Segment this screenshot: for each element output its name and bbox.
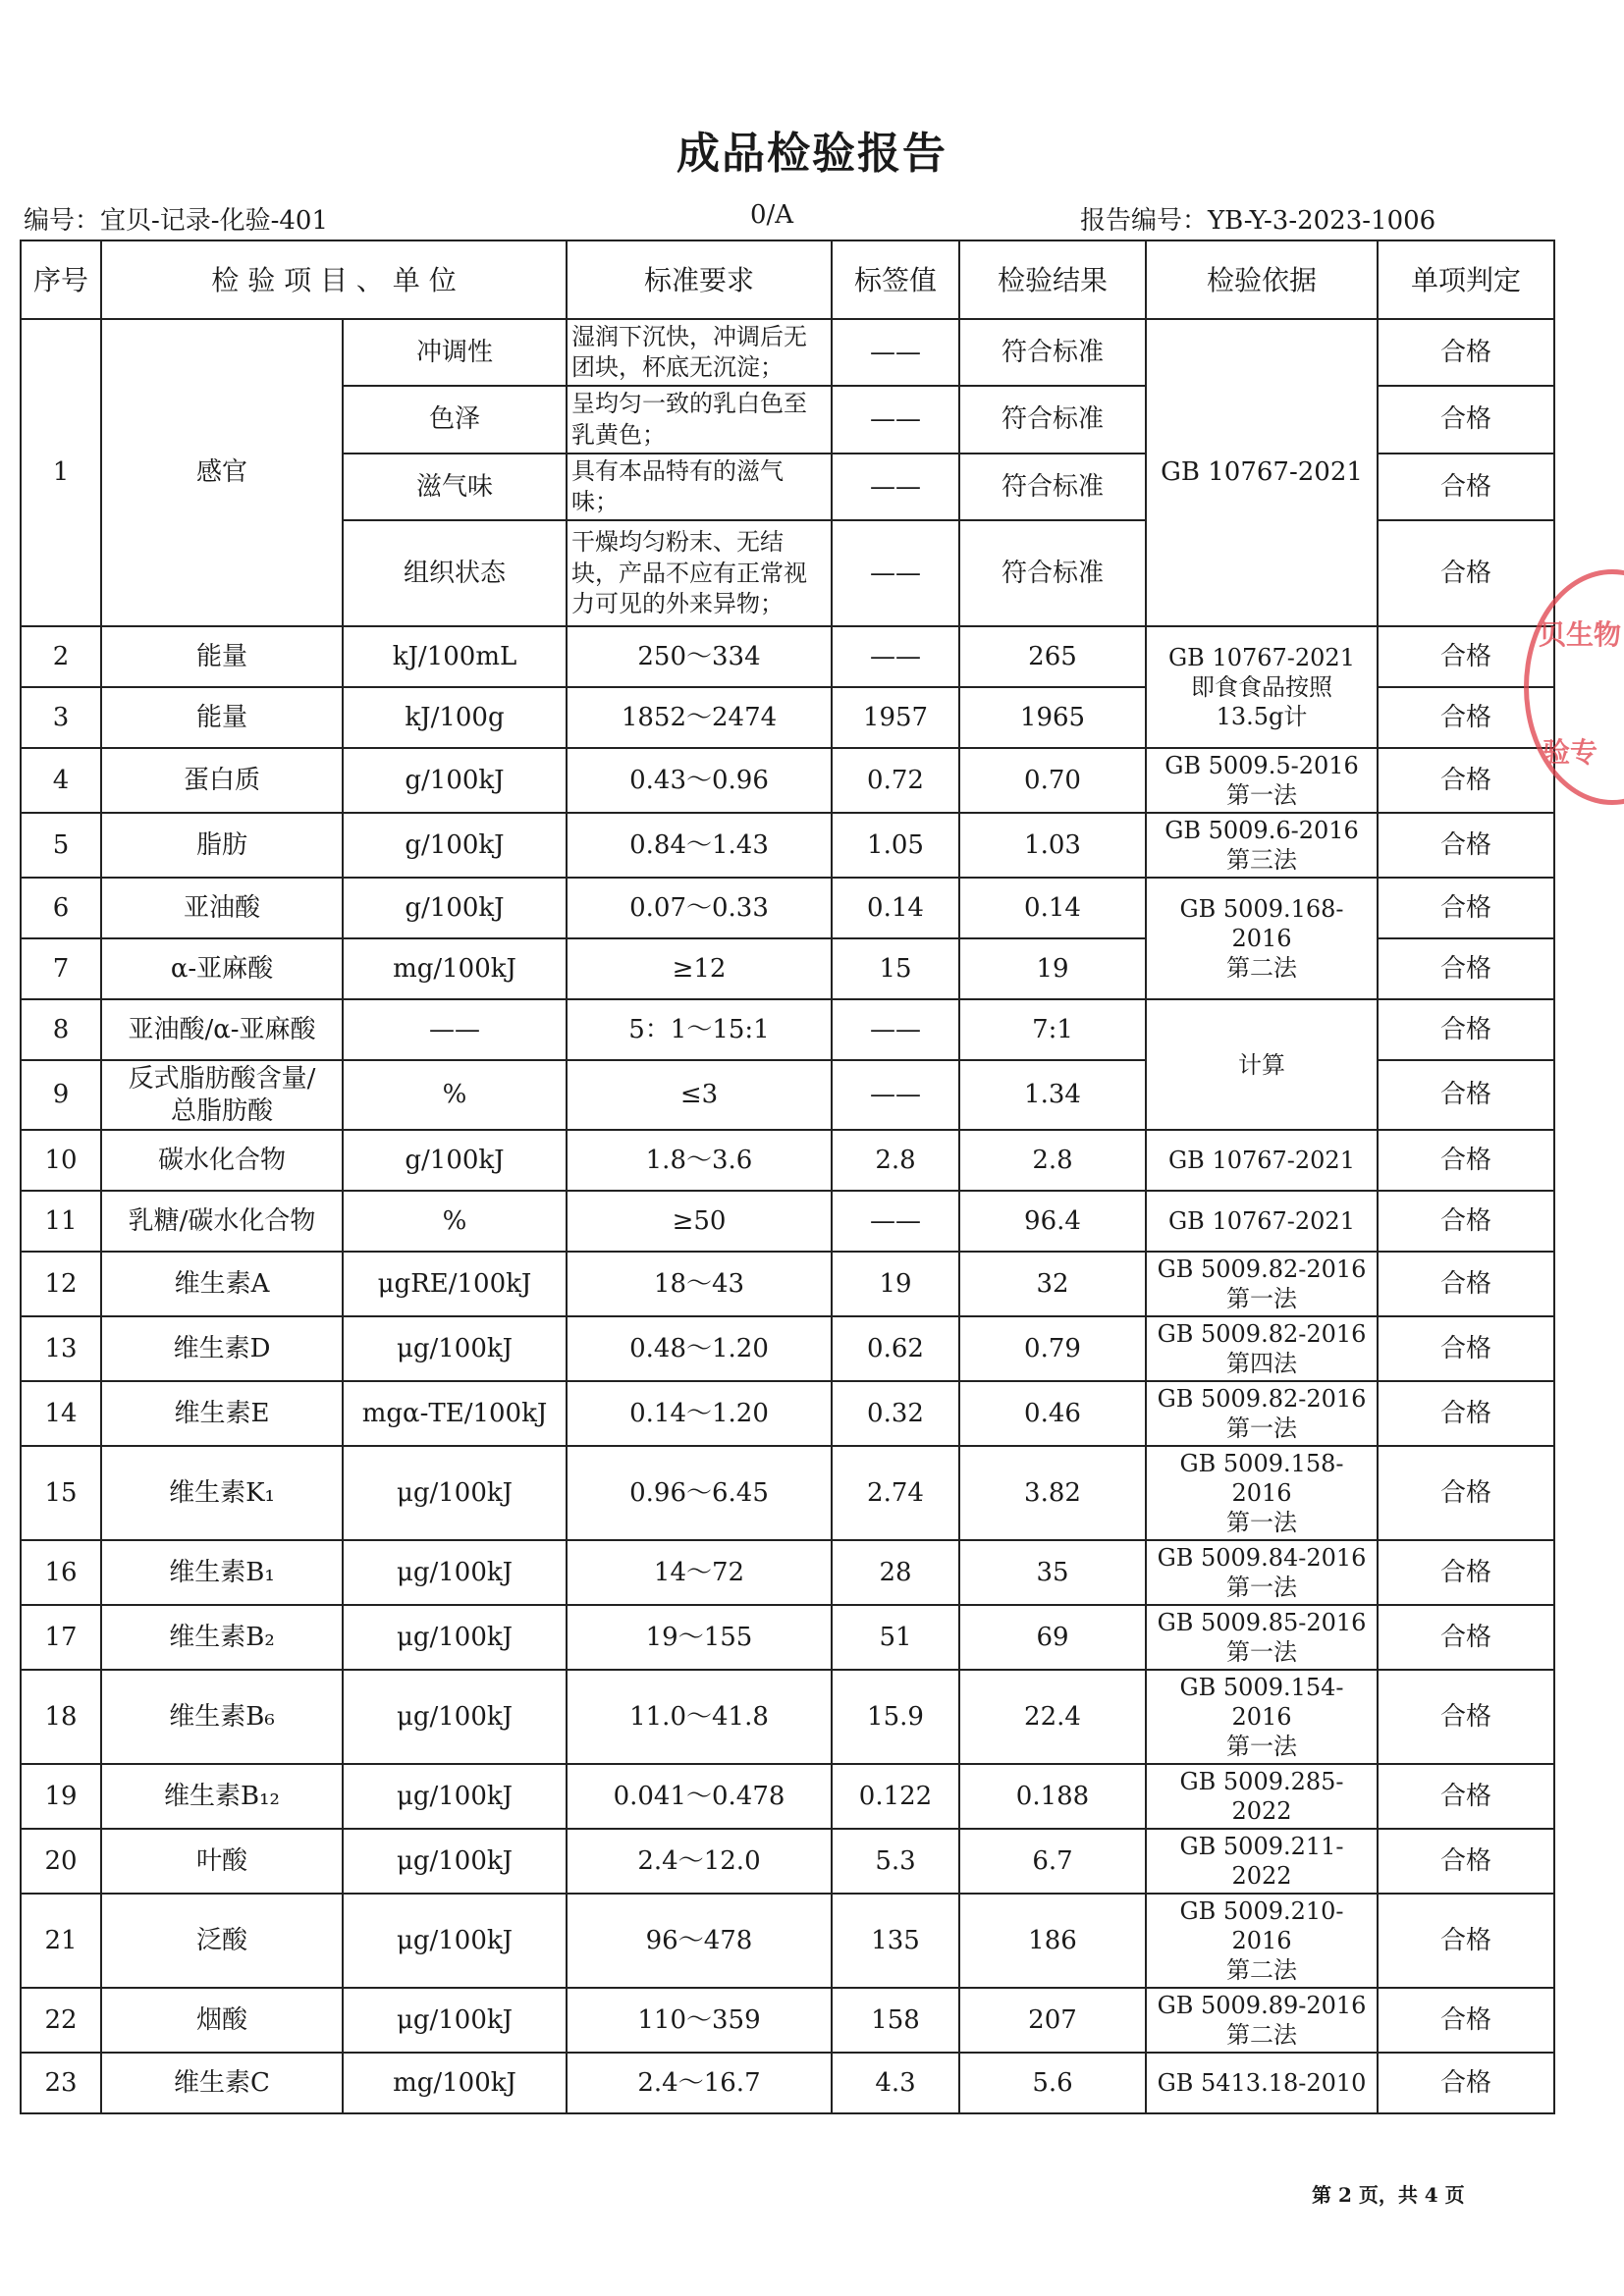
table-row — [21, 999, 1554, 1060]
result-cell: 22.4 — [959, 1670, 1146, 1764]
standard-cell: 0.041～0.478 — [567, 1764, 832, 1829]
unit-cell: % — [343, 1191, 567, 1252]
unit-cell: mg/100kJ — [343, 938, 567, 999]
seq-cell: 14 — [21, 1381, 101, 1446]
standard-cell: 250～334 — [567, 626, 832, 687]
seq-cell: 22 — [21, 1988, 101, 2053]
unit-cell: g/100kJ — [343, 878, 567, 938]
unit-cell: mg/100kJ — [343, 2053, 567, 2113]
unit-cell: mgα-TE/100kJ — [343, 1381, 567, 1446]
judgment-cell: 合格 — [1378, 319, 1554, 386]
basis-cell: GB 5009.85-2016 第一法 — [1146, 1605, 1378, 1670]
item-cell: 亚油酸/α-亚麻酸 — [101, 999, 343, 1060]
item-cell: 感官 — [101, 319, 343, 626]
standard-cell: 湿润下沉快，冲调后无团块，杯底无沉淀； — [567, 319, 832, 386]
standard-cell: 14～72 — [567, 1540, 832, 1605]
unit-cell: g/100kJ — [343, 1130, 567, 1191]
label-cell: 51 — [832, 1605, 959, 1670]
label-cell: 5.3 — [832, 1829, 959, 1894]
seq-cell: 23 — [21, 2053, 101, 2113]
label-cell: 0.32 — [832, 1381, 959, 1446]
result-cell: 0.70 — [959, 748, 1146, 813]
label-cell: —— — [832, 626, 959, 687]
unit-cell: g/100kJ — [343, 748, 567, 813]
subitem-cell: 组织状态 — [343, 520, 567, 626]
judgment-cell: 合格 — [1378, 626, 1554, 687]
table-row — [21, 1605, 1554, 1670]
standard-cell: 5：1～15:1 — [567, 999, 832, 1060]
label-cell: —— — [832, 520, 959, 626]
page-number: 第 2 页，共 4 页 — [1312, 2183, 1465, 2207]
header-basis: 检验依据 — [1146, 240, 1378, 319]
result-cell: 19 — [959, 938, 1146, 999]
seq-cell: 4 — [21, 748, 101, 813]
seq-cell: 15 — [21, 1446, 101, 1540]
result-cell: 3.82 — [959, 1446, 1146, 1540]
standard-cell: 2.4～12.0 — [567, 1829, 832, 1894]
table-row — [21, 1540, 1554, 1605]
basis-cell: GB 10767-2021 — [1146, 1191, 1378, 1252]
standard-cell: 0.96～6.45 — [567, 1446, 832, 1540]
result-cell: 0.14 — [959, 878, 1146, 938]
result-cell: 符合标准 — [959, 319, 1146, 386]
item-cell: 泛酸 — [101, 1894, 343, 1988]
record-number: 编号：宜贝-记录-化验-401 — [24, 206, 328, 236]
item-cell: 脂肪 — [101, 813, 343, 878]
judgment-cell: 合格 — [1378, 454, 1554, 520]
stamp-text-bottom: 验专 — [1543, 736, 1598, 769]
result-cell: 符合标准 — [959, 386, 1146, 453]
seq-cell: 17 — [21, 1605, 101, 1670]
seq-cell: 5 — [21, 813, 101, 878]
basis-cell: GB 5009.82-2016 第一法 — [1146, 1252, 1378, 1316]
unit-cell: μg/100kJ — [343, 1829, 567, 1894]
table-row — [21, 813, 1554, 878]
header-judgment: 单项判定 — [1378, 240, 1554, 319]
label-cell: 2.74 — [832, 1446, 959, 1540]
label-cell: 0.122 — [832, 1764, 959, 1829]
standard-cell: 1852～2474 — [567, 687, 832, 748]
standard-cell: ≤3 — [567, 1060, 832, 1130]
item-cell: 维生素B₂ — [101, 1605, 343, 1670]
basis-cell: GB 10767-2021 — [1146, 1130, 1378, 1191]
result-cell: 0.46 — [959, 1381, 1146, 1446]
table-row — [21, 1446, 1554, 1540]
table-row — [21, 1252, 1554, 1316]
judgment-cell: 合格 — [1378, 1191, 1554, 1252]
basis-cell: GB 5009.82-2016 第四法 — [1146, 1316, 1378, 1381]
basis-cell: GB 5009.154-2016 第一法 — [1146, 1670, 1378, 1764]
version: 0/A — [750, 200, 794, 230]
label-cell: 1957 — [832, 687, 959, 748]
standard-cell: 0.43～0.96 — [567, 748, 832, 813]
standard-cell: 110～359 — [567, 1988, 832, 2053]
item-cell: 反式脂肪酸含量/ 总脂肪酸 — [101, 1060, 343, 1130]
basis-cell: GB 5009.285-2022 — [1146, 1764, 1378, 1829]
label-cell: 0.72 — [832, 748, 959, 813]
result-cell: 符合标准 — [959, 454, 1146, 520]
judgment-cell: 合格 — [1378, 1605, 1554, 1670]
judgment-cell: 合格 — [1378, 1446, 1554, 1540]
label-cell: 0.14 — [832, 878, 959, 938]
label-cell: —— — [832, 1060, 959, 1130]
result-cell: 1.03 — [959, 813, 1146, 878]
standard-cell: 19～155 — [567, 1605, 832, 1670]
unit-cell: kJ/100mL — [343, 626, 567, 687]
result-cell: 0.79 — [959, 1316, 1146, 1381]
item-cell: 维生素E — [101, 1381, 343, 1446]
subitem-cell: 色泽 — [343, 386, 567, 453]
subitem-cell: 冲调性 — [343, 319, 567, 386]
table-header-row — [21, 240, 1554, 319]
item-cell: 能量 — [101, 687, 343, 748]
judgment-cell: 合格 — [1378, 813, 1554, 878]
standard-cell: ≥50 — [567, 1191, 832, 1252]
standard-cell: 呈均匀一致的乳白色至乳黄色； — [567, 386, 832, 453]
standard-cell: 0.48～1.20 — [567, 1316, 832, 1381]
item-cell: 维生素A — [101, 1252, 343, 1316]
table-row — [21, 1670, 1554, 1764]
judgment-cell: 合格 — [1378, 1252, 1554, 1316]
judgment-cell: 合格 — [1378, 1988, 1554, 2053]
table-row — [21, 1988, 1554, 2053]
judgment-cell: 合格 — [1378, 1670, 1554, 1764]
unit-cell: μg/100kJ — [343, 1894, 567, 1988]
basis-cell: GB 5009.168-2016 第二法 — [1146, 878, 1378, 999]
judgment-cell: 合格 — [1378, 999, 1554, 1060]
basis-cell: GB 5009.84-2016 第一法 — [1146, 1540, 1378, 1605]
result-cell: 5.6 — [959, 2053, 1146, 2113]
report-title: 成品检验报告 — [677, 129, 947, 179]
item-cell: 蛋白质 — [101, 748, 343, 813]
item-cell: 能量 — [101, 626, 343, 687]
result-cell: 35 — [959, 1540, 1146, 1605]
label-cell: 1.05 — [832, 813, 959, 878]
item-cell: 烟酸 — [101, 1988, 343, 2053]
seq-cell: 3 — [21, 687, 101, 748]
label-cell: —— — [832, 999, 959, 1060]
judgment-cell: 合格 — [1378, 748, 1554, 813]
unit-cell: —— — [343, 999, 567, 1060]
unit-cell: μg/100kJ — [343, 1540, 567, 1605]
stamp-text-top: 贝生物 — [1539, 618, 1622, 651]
basis-cell: GB 5009.211-2022 — [1146, 1829, 1378, 1894]
basis-cell: GB 5009.158-2016 第一法 — [1146, 1446, 1378, 1540]
label-cell: —— — [832, 1191, 959, 1252]
label-cell: 158 — [832, 1988, 959, 2053]
seq-cell: 10 — [21, 1130, 101, 1191]
item-cell: 叶酸 — [101, 1829, 343, 1894]
table-row — [21, 1894, 1554, 1988]
label-cell: 2.8 — [832, 1130, 959, 1191]
table-row — [21, 1316, 1554, 1381]
basis-cell: GB 5009.6-2016 第三法 — [1146, 813, 1378, 878]
judgment-cell: 合格 — [1378, 1316, 1554, 1381]
table-row — [21, 626, 1554, 687]
judgment-cell: 合格 — [1378, 1381, 1554, 1446]
table-row — [21, 1191, 1554, 1252]
standard-cell: 1.8～3.6 — [567, 1130, 832, 1191]
result-cell: 186 — [959, 1894, 1146, 1988]
label-cell: —— — [832, 319, 959, 386]
table-row — [21, 2053, 1554, 2113]
standard-cell: 2.4～16.7 — [567, 2053, 832, 2113]
judgment-cell: 合格 — [1378, 386, 1554, 453]
report-meta — [24, 200, 1555, 240]
item-cell: α-亚麻酸 — [101, 938, 343, 999]
seq-cell: 18 — [21, 1670, 101, 1764]
table-row — [21, 748, 1554, 813]
item-cell: 亚油酸 — [101, 878, 343, 938]
header-result: 检验结果 — [959, 240, 1146, 319]
result-cell: 32 — [959, 1252, 1146, 1316]
seq-cell: 8 — [21, 999, 101, 1060]
result-cell: 0.188 — [959, 1764, 1146, 1829]
basis-cell: GB 5413.18-2010 — [1146, 2053, 1378, 2113]
standard-cell: 0.84～1.43 — [567, 813, 832, 878]
judgment-cell: 合格 — [1378, 1540, 1554, 1605]
unit-cell: μg/100kJ — [343, 1988, 567, 2053]
unit-cell: g/100kJ — [343, 813, 567, 878]
result-cell: 207 — [959, 1988, 1146, 2053]
unit-cell: kJ/100g — [343, 687, 567, 748]
judgment-cell: 合格 — [1378, 1060, 1554, 1130]
judgment-cell: 合格 — [1378, 2053, 1554, 2113]
seq-cell: 2 — [21, 626, 101, 687]
seq-cell: 11 — [21, 1191, 101, 1252]
standard-cell: 干燥均匀粉末、无结块，产品不应有正常视力可见的外来异物； — [567, 520, 832, 626]
unit-cell: μg/100kJ — [343, 1764, 567, 1829]
unit-cell: μgRE/100kJ — [343, 1252, 567, 1316]
item-cell: 维生素C — [101, 2053, 343, 2113]
basis-cell: 计算 — [1146, 999, 1378, 1130]
judgment-cell: 合格 — [1378, 878, 1554, 938]
unit-cell: % — [343, 1060, 567, 1130]
standard-cell: ≥12 — [567, 938, 832, 999]
result-cell: 265 — [959, 626, 1146, 687]
seq-cell: 19 — [21, 1764, 101, 1829]
table-row — [21, 1764, 1554, 1829]
label-cell: 0.62 — [832, 1316, 959, 1381]
result-cell: 69 — [959, 1605, 1146, 1670]
basis-cell: GB 5009.210-2016 第二法 — [1146, 1894, 1378, 1988]
seq-cell: 21 — [21, 1894, 101, 1988]
basis-cell: GB 5009.5-2016 第一法 — [1146, 748, 1378, 813]
basis-cell: GB 5009.89-2016 第二法 — [1146, 1988, 1378, 2053]
result-cell: 7:1 — [959, 999, 1146, 1060]
result-cell: 6.7 — [959, 1829, 1146, 1894]
unit-cell: μg/100kJ — [343, 1670, 567, 1764]
seq-cell: 9 — [21, 1060, 101, 1130]
table-row — [21, 319, 1554, 386]
seq-cell: 6 — [21, 878, 101, 938]
item-cell: 乳糖/碳水化合物 — [101, 1191, 343, 1252]
result-cell: 2.8 — [959, 1130, 1146, 1191]
subitem-cell: 滋气味 — [343, 454, 567, 520]
standard-cell: 18～43 — [567, 1252, 832, 1316]
result-cell: 符合标准 — [959, 520, 1146, 626]
judgment-cell: 合格 — [1378, 520, 1554, 626]
standard-cell: 0.07～0.33 — [567, 878, 832, 938]
header-item-unit: 检 验 项 目 、 单 位 — [101, 240, 567, 319]
label-cell: 4.3 — [832, 2053, 959, 2113]
seq-cell: 7 — [21, 938, 101, 999]
table-row — [21, 1829, 1554, 1894]
item-cell: 维生素B₁ — [101, 1540, 343, 1605]
item-cell: 碳水化合物 — [101, 1130, 343, 1191]
seq-cell: 16 — [21, 1540, 101, 1605]
standard-cell: 96～478 — [567, 1894, 832, 1988]
label-cell: 19 — [832, 1252, 959, 1316]
item-cell: 维生素B₁₂ — [101, 1764, 343, 1829]
unit-cell: μg/100kJ — [343, 1446, 567, 1540]
judgment-cell: 合格 — [1378, 1130, 1554, 1191]
label-cell: —— — [832, 454, 959, 520]
basis-cell: GB 10767-2021 — [1146, 319, 1378, 626]
judgment-cell: 合格 — [1378, 1894, 1554, 1988]
label-cell: 15 — [832, 938, 959, 999]
seq-cell: 12 — [21, 1252, 101, 1316]
item-cell: 维生素K₁ — [101, 1446, 343, 1540]
label-cell: 15.9 — [832, 1670, 959, 1764]
report-number: 报告编号：YB-Y-3-2023-1006 — [1080, 206, 1436, 236]
result-cell: 1.34 — [959, 1060, 1146, 1130]
seq-cell: 13 — [21, 1316, 101, 1381]
inspection-table — [20, 240, 1555, 2114]
judgment-cell: 合格 — [1378, 938, 1554, 999]
judgment-cell: 合格 — [1378, 687, 1554, 748]
standard-cell: 具有本品特有的滋气味； — [567, 454, 832, 520]
item-cell: 维生素D — [101, 1316, 343, 1381]
judgment-cell: 合格 — [1378, 1764, 1554, 1829]
table-row — [21, 878, 1554, 938]
judgment-cell: 合格 — [1378, 1829, 1554, 1894]
basis-cell: GB 10767-2021 即食食品按照 13.5g计 — [1146, 626, 1378, 748]
header-standard: 标准要求 — [567, 240, 832, 319]
unit-cell: μg/100kJ — [343, 1316, 567, 1381]
table-row — [21, 1381, 1554, 1446]
result-cell: 1965 — [959, 687, 1146, 748]
item-cell: 维生素B₆ — [101, 1670, 343, 1764]
label-cell: 28 — [832, 1540, 959, 1605]
header-label: 标签值 — [832, 240, 959, 319]
seq-cell: 1 — [21, 319, 101, 626]
result-cell: 96.4 — [959, 1191, 1146, 1252]
label-cell: 135 — [832, 1894, 959, 1988]
standard-cell: 0.14～1.20 — [567, 1381, 832, 1446]
unit-cell: μg/100kJ — [343, 1605, 567, 1670]
basis-cell: GB 5009.82-2016 第一法 — [1146, 1381, 1378, 1446]
standard-cell: 11.0～41.8 — [567, 1670, 832, 1764]
table-row — [21, 1130, 1554, 1191]
label-cell: —— — [832, 386, 959, 453]
seq-cell: 20 — [21, 1829, 101, 1894]
header-seq: 序号 — [21, 240, 101, 319]
